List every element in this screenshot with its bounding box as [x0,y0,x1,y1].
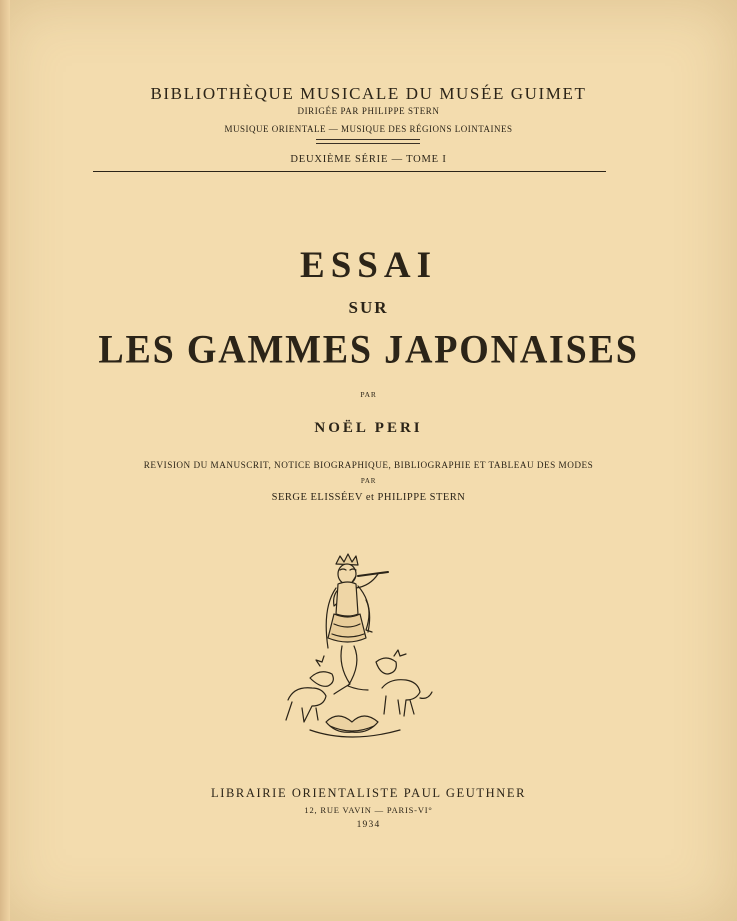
publication-year: 1934 [356,820,381,830]
publisher-address: 12, RUE VAVIN — PARIS-VI° [304,805,433,815]
title-line-2: SUR [348,298,389,317]
volume-label: DEUXIÈME SÉRIE — TOME I [290,154,447,165]
double-rule [316,139,420,144]
flute-player-illustration-icon [270,550,440,745]
title-line-1: ESSAI [300,245,437,286]
publisher-name: LIBRAIRIE ORIENTALISTE PAUL GEUTHNER [210,786,527,800]
header-rule [93,171,606,172]
by-label: PAR [360,390,377,399]
author-name: NOËL PERI [314,420,423,436]
contributor-names: SERGE ELISSÉEV et PHILIPPE STERN [271,492,466,503]
series-subtitle: MUSIQUE ORIENTALE — MUSIQUE DES RÉGIONS LOINTAINES [224,124,513,134]
title-line-3: LES GAMMES JAPONAISES [98,327,639,373]
series-title: BIBLIOTHÈQUE MUSICALE DU MUSÉE GUIMET [150,84,587,103]
contributors-by-label: PAR [360,477,377,485]
revision-note: REVISION DU MANUSCRIT, NOTICE BIOGRAPHIQUE, BIBLIOGRAPHIE ET TABLEAU DES MODES [143,460,594,470]
series-director: DIRIGÉE PAR PHILIPPE STERN [297,106,440,116]
